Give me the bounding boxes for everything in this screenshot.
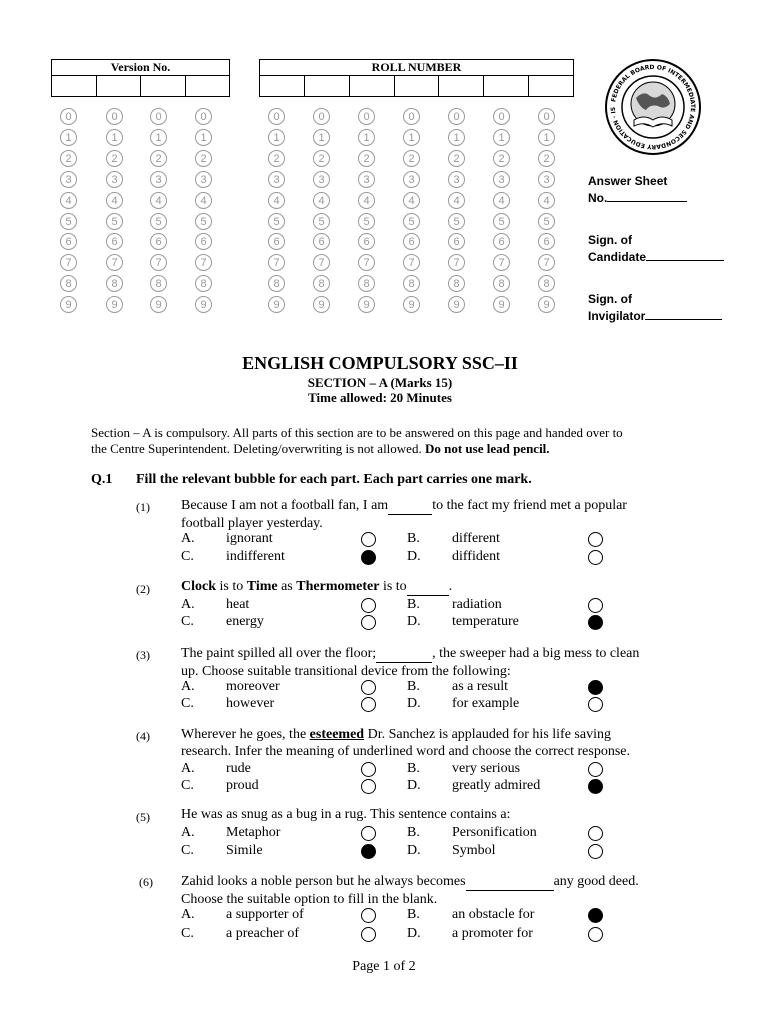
option-text: heat	[226, 597, 250, 612]
sign-of-label: Sign. of	[588, 233, 632, 247]
roll-digit-bubble[interactable]: 8	[493, 275, 510, 292]
roll-digit-bubble[interactable]: 2	[448, 150, 465, 167]
option-letter: C.	[181, 843, 194, 858]
page-title: ENGLISH COMPULSORY SSC–II	[242, 353, 518, 373]
version-digit-bubble[interactable]: 0	[150, 108, 167, 125]
roll-digit-box[interactable]	[484, 76, 529, 97]
roll-digit-bubble[interactable]: 3	[538, 171, 555, 188]
answer-bubble[interactable]	[588, 697, 603, 712]
part-text: Clock is to Time as Thermometer is to .	[181, 579, 453, 594]
part-number: (5)	[136, 810, 150, 824]
version-digit-bubble[interactable]: 9	[106, 296, 123, 313]
option-text: radiation	[452, 597, 502, 612]
candidate-label: Candidate	[588, 250, 647, 264]
roll-digit-bubble[interactable]: 0	[268, 108, 285, 125]
option-letter: D.	[407, 549, 421, 564]
option-text: Metaphor	[226, 825, 281, 840]
option-letter: A.	[181, 531, 195, 546]
roll-digit-bubble[interactable]: 2	[538, 150, 555, 167]
roll-digit-bubble[interactable]: 6	[358, 233, 375, 250]
option-letter: A.	[181, 679, 195, 694]
part-text: Zahid looks a noble person but he always becomes any good deed. Choose the suitable option to fill in the blank.	[181, 874, 639, 907]
version-digit-bubble[interactable]: 6	[195, 233, 212, 250]
roll-digit-bubble[interactable]: 2	[313, 150, 330, 167]
roll-digit-bubble[interactable]: 4	[493, 192, 510, 209]
option-letter: B.	[407, 825, 420, 840]
roll-digit-bubble[interactable]: 0	[448, 108, 465, 125]
roll-digit-bubble[interactable]: 7	[403, 254, 420, 271]
option-text: as a result	[452, 679, 508, 694]
roll-digit-bubble[interactable]: 4	[403, 192, 420, 209]
roll-digit-box[interactable]	[529, 76, 574, 97]
option-letter: A.	[181, 825, 195, 840]
roll-digit-bubble[interactable]: 0	[403, 108, 420, 125]
version-digit-bubble[interactable]: 1	[60, 129, 77, 146]
answer-bubble[interactable]	[361, 762, 376, 777]
option-text: a promoter for	[452, 926, 533, 941]
version-digit-bubble[interactable]: 4	[195, 192, 212, 209]
roll-digit-bubble[interactable]: 5	[358, 213, 375, 230]
roll-digit-bubble[interactable]: 5	[403, 213, 420, 230]
answer-bubble-filled[interactable]	[588, 680, 603, 695]
sign-of-label: Sign. of	[588, 292, 632, 306]
version-digit-box[interactable]	[96, 76, 141, 97]
answer-sheet-no-field[interactable]	[607, 189, 687, 202]
roll-digit-bubble[interactable]: 2	[268, 150, 285, 167]
roll-digit-bubble[interactable]: 5	[268, 213, 285, 230]
answer-bubble[interactable]	[588, 598, 603, 613]
answer-bubble[interactable]	[361, 615, 376, 630]
question-number: Q.1	[91, 472, 113, 487]
answer-bubble[interactable]	[361, 779, 376, 794]
part-text: Because I am not a football fan, I am to the fact my friend met a popular football player yesterday.	[181, 498, 627, 531]
version-digit-bubble[interactable]: 7	[150, 254, 167, 271]
answer-bubble[interactable]	[588, 762, 603, 777]
option-text: different	[452, 531, 500, 546]
option-letter: A.	[181, 761, 195, 776]
roll-digit-bubble[interactable]: 6	[313, 233, 330, 250]
answer-bubble[interactable]	[588, 550, 603, 565]
option-text: very serious	[452, 761, 521, 776]
roll-digit-bubble[interactable]: 9	[403, 296, 420, 313]
board-seal-icon	[604, 58, 702, 156]
question-instruction: Fill the relevant bubble for each part. Each part carries one mark.	[136, 472, 532, 487]
roll-digit-bubble[interactable]: 1	[358, 129, 375, 146]
option-letter: B.	[407, 597, 420, 612]
version-digit-bubble[interactable]: 6	[60, 233, 77, 250]
roll-digit-box[interactable]	[349, 76, 394, 97]
instructions	[91, 425, 623, 457]
option-text: a preacher of	[226, 926, 300, 941]
invigilator-signature	[588, 291, 722, 324]
option-text: an obstacle for	[452, 907, 535, 922]
option-text: however	[226, 696, 275, 711]
roll-digit-bubble[interactable]: 7	[313, 254, 330, 271]
answer-bubble[interactable]	[361, 532, 376, 547]
roll-digit-bubble[interactable]: 7	[538, 254, 555, 271]
roll-digit-bubble[interactable]: 5	[448, 213, 465, 230]
option-text: temperature	[452, 614, 519, 629]
version-digit-bubble[interactable]: 7	[60, 254, 77, 271]
underlined-word: esteemed	[309, 727, 365, 742]
roll-digit-bubble[interactable]: 1	[538, 129, 555, 146]
board-logo	[604, 58, 702, 156]
section-heading: SECTION – A (Marks 15)	[307, 375, 453, 390]
roll-digit-bubble[interactable]: 1	[403, 129, 420, 146]
roll-digit-bubble[interactable]: 8	[448, 275, 465, 292]
option-text: ignorant	[226, 531, 273, 546]
roll-digit-bubble[interactable]: 0	[313, 108, 330, 125]
blank-line	[407, 578, 449, 596]
instructions-warning: Do not use lead pencil.	[424, 441, 550, 456]
roll-digit-bubble[interactable]: 8	[358, 275, 375, 292]
version-digit-bubble[interactable]: 0	[195, 108, 212, 125]
option-letter: C.	[181, 549, 194, 564]
time-allowed: Time allowed: 20 Minutes	[308, 390, 452, 405]
part-number: (1)	[136, 500, 150, 514]
version-digit-bubble[interactable]: 8	[195, 275, 212, 292]
option-letter: D.	[407, 614, 421, 629]
version-digit-bubble[interactable]: 0	[106, 108, 123, 125]
answer-bubble-filled[interactable]	[361, 550, 376, 565]
answer-bubble[interactable]	[361, 927, 376, 942]
roll-digit-bubble[interactable]: 6	[403, 233, 420, 250]
version-digit-bubble[interactable]: 1	[195, 129, 212, 146]
roll-digit-bubble[interactable]: 3	[268, 171, 285, 188]
roll-digit-box[interactable]	[304, 76, 349, 97]
roll-digit-bubble[interactable]: 9	[448, 296, 465, 313]
part-number: (4)	[136, 729, 150, 743]
part-text: Wherever he goes, the esteemed Dr. Sanchez is applauded for his life saving research. Infer the meaning of underlined word and choose the correct response.	[181, 727, 630, 759]
roll-number-label: ROLL NUMBER	[260, 60, 574, 76]
roll-digit-bubble[interactable]: 9	[358, 296, 375, 313]
version-label: Version No.	[52, 60, 230, 76]
version-digit-bubble[interactable]: 2	[150, 150, 167, 167]
answer-sheet-no	[588, 173, 687, 206]
candidate-signature	[588, 232, 724, 265]
option-letter: C.	[181, 696, 194, 711]
svg-text:FEDERAL BOARD OF INTERMEDIATE: FEDERAL BOARD OF INTERMEDIATE AND SECONDARY EDUCATION · IS	[609, 63, 697, 151]
part-text: He was as snug as a bug in a rug. This sentence contains a:	[181, 807, 511, 822]
option-letter: B.	[407, 761, 420, 776]
option-text: Simile	[226, 843, 263, 858]
option-text: energy	[226, 614, 264, 629]
roll-number-grid	[259, 59, 574, 97]
roll-digit-bubble[interactable]: 2	[358, 150, 375, 167]
roll-digit-bubble[interactable]: 3	[403, 171, 420, 188]
version-digit-bubble[interactable]: 3	[195, 171, 212, 188]
version-digit-bubble[interactable]: 8	[60, 275, 77, 292]
version-digit-box[interactable]	[52, 76, 97, 97]
version-digit-bubble[interactable]: 9	[195, 296, 212, 313]
option-text: a supporter of	[226, 907, 304, 922]
option-letter: D.	[407, 926, 421, 941]
invigilator-signature-field[interactable]	[645, 307, 722, 320]
roll-digit-bubble[interactable]: 0	[358, 108, 375, 125]
version-digit-bubble[interactable]: 2	[106, 150, 123, 167]
roll-digit-bubble[interactable]: 7	[448, 254, 465, 271]
version-digit-box[interactable]	[185, 76, 230, 97]
roll-digit-bubble[interactable]: 8	[313, 275, 330, 292]
answer-bubble-filled[interactable]	[588, 908, 603, 923]
roll-digit-bubble[interactable]: 9	[313, 296, 330, 313]
option-text: rude	[226, 761, 251, 776]
option-text: diffident	[452, 549, 500, 564]
roll-digit-bubble[interactable]: 1	[448, 129, 465, 146]
option-letter: D.	[407, 843, 421, 858]
part-number: (3)	[136, 648, 150, 662]
option-letter: D.	[407, 778, 421, 793]
answer-bubble[interactable]	[588, 927, 603, 942]
answer-bubble[interactable]	[361, 680, 376, 695]
roll-digit-box[interactable]	[439, 76, 484, 97]
roll-digit-bubble[interactable]: 8	[403, 275, 420, 292]
answer-bubble[interactable]	[361, 908, 376, 923]
version-digit-bubble[interactable]: 5	[195, 213, 212, 230]
answer-bubble[interactable]	[361, 697, 376, 712]
option-text: proud	[226, 778, 259, 793]
roll-digit-bubble[interactable]: 3	[358, 171, 375, 188]
roll-digit-bubble[interactable]: 7	[268, 254, 285, 271]
roll-digit-bubble[interactable]: 3	[448, 171, 465, 188]
option-text: greatly admired	[452, 778, 541, 793]
version-digit-bubble[interactable]: 3	[150, 171, 167, 188]
blank-line	[388, 497, 432, 515]
invigilator-label: Invigilator	[588, 309, 646, 323]
version-digit-bubble[interactable]: 5	[106, 213, 123, 230]
answer-bubble[interactable]	[361, 826, 376, 841]
option-letter: B.	[407, 679, 420, 694]
option-letter: A.	[181, 597, 195, 612]
version-number-grid	[51, 59, 230, 97]
option-letter: A.	[181, 907, 195, 922]
roll-digit-bubble[interactable]: 1	[313, 129, 330, 146]
version-digit-bubble[interactable]: 0	[60, 108, 77, 125]
version-digit-bubble[interactable]: 5	[60, 213, 77, 230]
roll-digit-bubble[interactable]: 6	[268, 233, 285, 250]
answer-sheet-label: Answer Sheet	[588, 174, 668, 188]
roll-digit-bubble[interactable]: 9	[493, 296, 510, 313]
roll-digit-bubble[interactable]: 8	[268, 275, 285, 292]
roll-digit-bubble[interactable]: 0	[493, 108, 510, 125]
option-text: Symbol	[452, 843, 496, 858]
option-letter: D.	[407, 696, 421, 711]
part-text: The paint spilled all over the floor; , the sweeper had a big mess to clean up. Choose suitable transitional device from the following:	[181, 646, 640, 679]
roll-digit-bubble[interactable]: 4	[313, 192, 330, 209]
roll-digit-bubble[interactable]: 7	[358, 254, 375, 271]
roll-digit-bubble[interactable]: 4	[268, 192, 285, 209]
roll-digit-bubble[interactable]: 8	[538, 275, 555, 292]
roll-digit-bubble[interactable]: 9	[268, 296, 285, 313]
version-digit-bubble[interactable]: 7	[106, 254, 123, 271]
option-text: for example	[452, 696, 520, 711]
blank-line	[466, 873, 554, 891]
page-number: Page 1 of 2	[352, 959, 416, 974]
roll-digit-bubble[interactable]: 3	[313, 171, 330, 188]
version-digit-bubble[interactable]: 3	[106, 171, 123, 188]
answer-sheet-no-label: No.	[588, 191, 608, 205]
roll-digit-bubble[interactable]: 7	[493, 254, 510, 271]
version-digit-bubble[interactable]: 6	[150, 233, 167, 250]
candidate-signature-field[interactable]	[646, 248, 724, 261]
roll-digit-bubble[interactable]: 6	[538, 233, 555, 250]
version-digit-bubble[interactable]: 7	[195, 254, 212, 271]
version-digit-bubble[interactable]: 8	[150, 275, 167, 292]
version-digit-bubble[interactable]: 1	[150, 129, 167, 146]
version-digit-bubble[interactable]: 8	[106, 275, 123, 292]
version-digit-bubble[interactable]: 9	[150, 296, 167, 313]
option-letter: B.	[407, 907, 420, 922]
roll-digit-bubble[interactable]: 2	[493, 150, 510, 167]
part-number: (6)	[139, 875, 153, 889]
option-letter: C.	[181, 926, 194, 941]
option-letter: C.	[181, 614, 194, 629]
roll-digit-bubble[interactable]: 9	[538, 296, 555, 313]
version-digit-bubble[interactable]: 5	[150, 213, 167, 230]
roll-digit-box[interactable]	[394, 76, 439, 97]
roll-digit-bubble[interactable]: 5	[313, 213, 330, 230]
blank-line	[376, 645, 432, 663]
version-digit-bubble[interactable]: 4	[150, 192, 167, 209]
roll-digit-bubble[interactable]: 5	[538, 213, 555, 230]
version-digit-bubble[interactable]: 2	[60, 150, 77, 167]
roll-digit-bubble[interactable]: 4	[538, 192, 555, 209]
roll-digit-bubble[interactable]: 0	[538, 108, 555, 125]
version-digit-bubble[interactable]: 4	[106, 192, 123, 209]
answer-bubble[interactable]	[588, 532, 603, 547]
roll-digit-bubble[interactable]: 4	[448, 192, 465, 209]
answer-bubble-filled[interactable]	[588, 615, 603, 630]
option-letter: C.	[181, 778, 194, 793]
answer-bubble[interactable]	[361, 598, 376, 613]
instructions-line-1: Section – A is compulsory. All parts of this section are to be answered on this page and handed over to	[91, 425, 623, 440]
roll-digit-bubble[interactable]: 6	[448, 233, 465, 250]
part-number: (2)	[136, 582, 150, 596]
roll-digit-bubble[interactable]: 4	[358, 192, 375, 209]
version-digit-box[interactable]	[141, 76, 186, 97]
answer-bubble-filled[interactable]	[361, 844, 376, 859]
version-digit-bubble[interactable]: 1	[106, 129, 123, 146]
version-digit-bubble[interactable]: 3	[60, 171, 77, 188]
instructions-line-2: the Centre Superintendent. Deleting/overwriting is not allowed.	[91, 441, 422, 456]
version-digit-bubble[interactable]: 4	[60, 192, 77, 209]
version-digit-bubble[interactable]: 9	[60, 296, 77, 313]
roll-digit-box[interactable]	[260, 76, 305, 97]
roll-digit-bubble[interactable]: 3	[493, 171, 510, 188]
roll-digit-bubble[interactable]: 5	[493, 213, 510, 230]
option-text: Personification	[452, 825, 537, 840]
roll-digit-bubble[interactable]: 1	[493, 129, 510, 146]
version-digit-bubble[interactable]: 6	[106, 233, 123, 250]
option-text: indifferent	[226, 549, 285, 564]
answer-bubble[interactable]	[588, 826, 603, 841]
answer-bubble[interactable]	[588, 844, 603, 859]
roll-digit-bubble[interactable]: 2	[403, 150, 420, 167]
version-digit-bubble[interactable]: 2	[195, 150, 212, 167]
option-text: moreover	[226, 679, 280, 694]
answer-bubble-filled[interactable]	[588, 779, 603, 794]
roll-digit-bubble[interactable]: 1	[268, 129, 285, 146]
option-letter: B.	[407, 531, 420, 546]
roll-digit-bubble[interactable]: 6	[493, 233, 510, 250]
